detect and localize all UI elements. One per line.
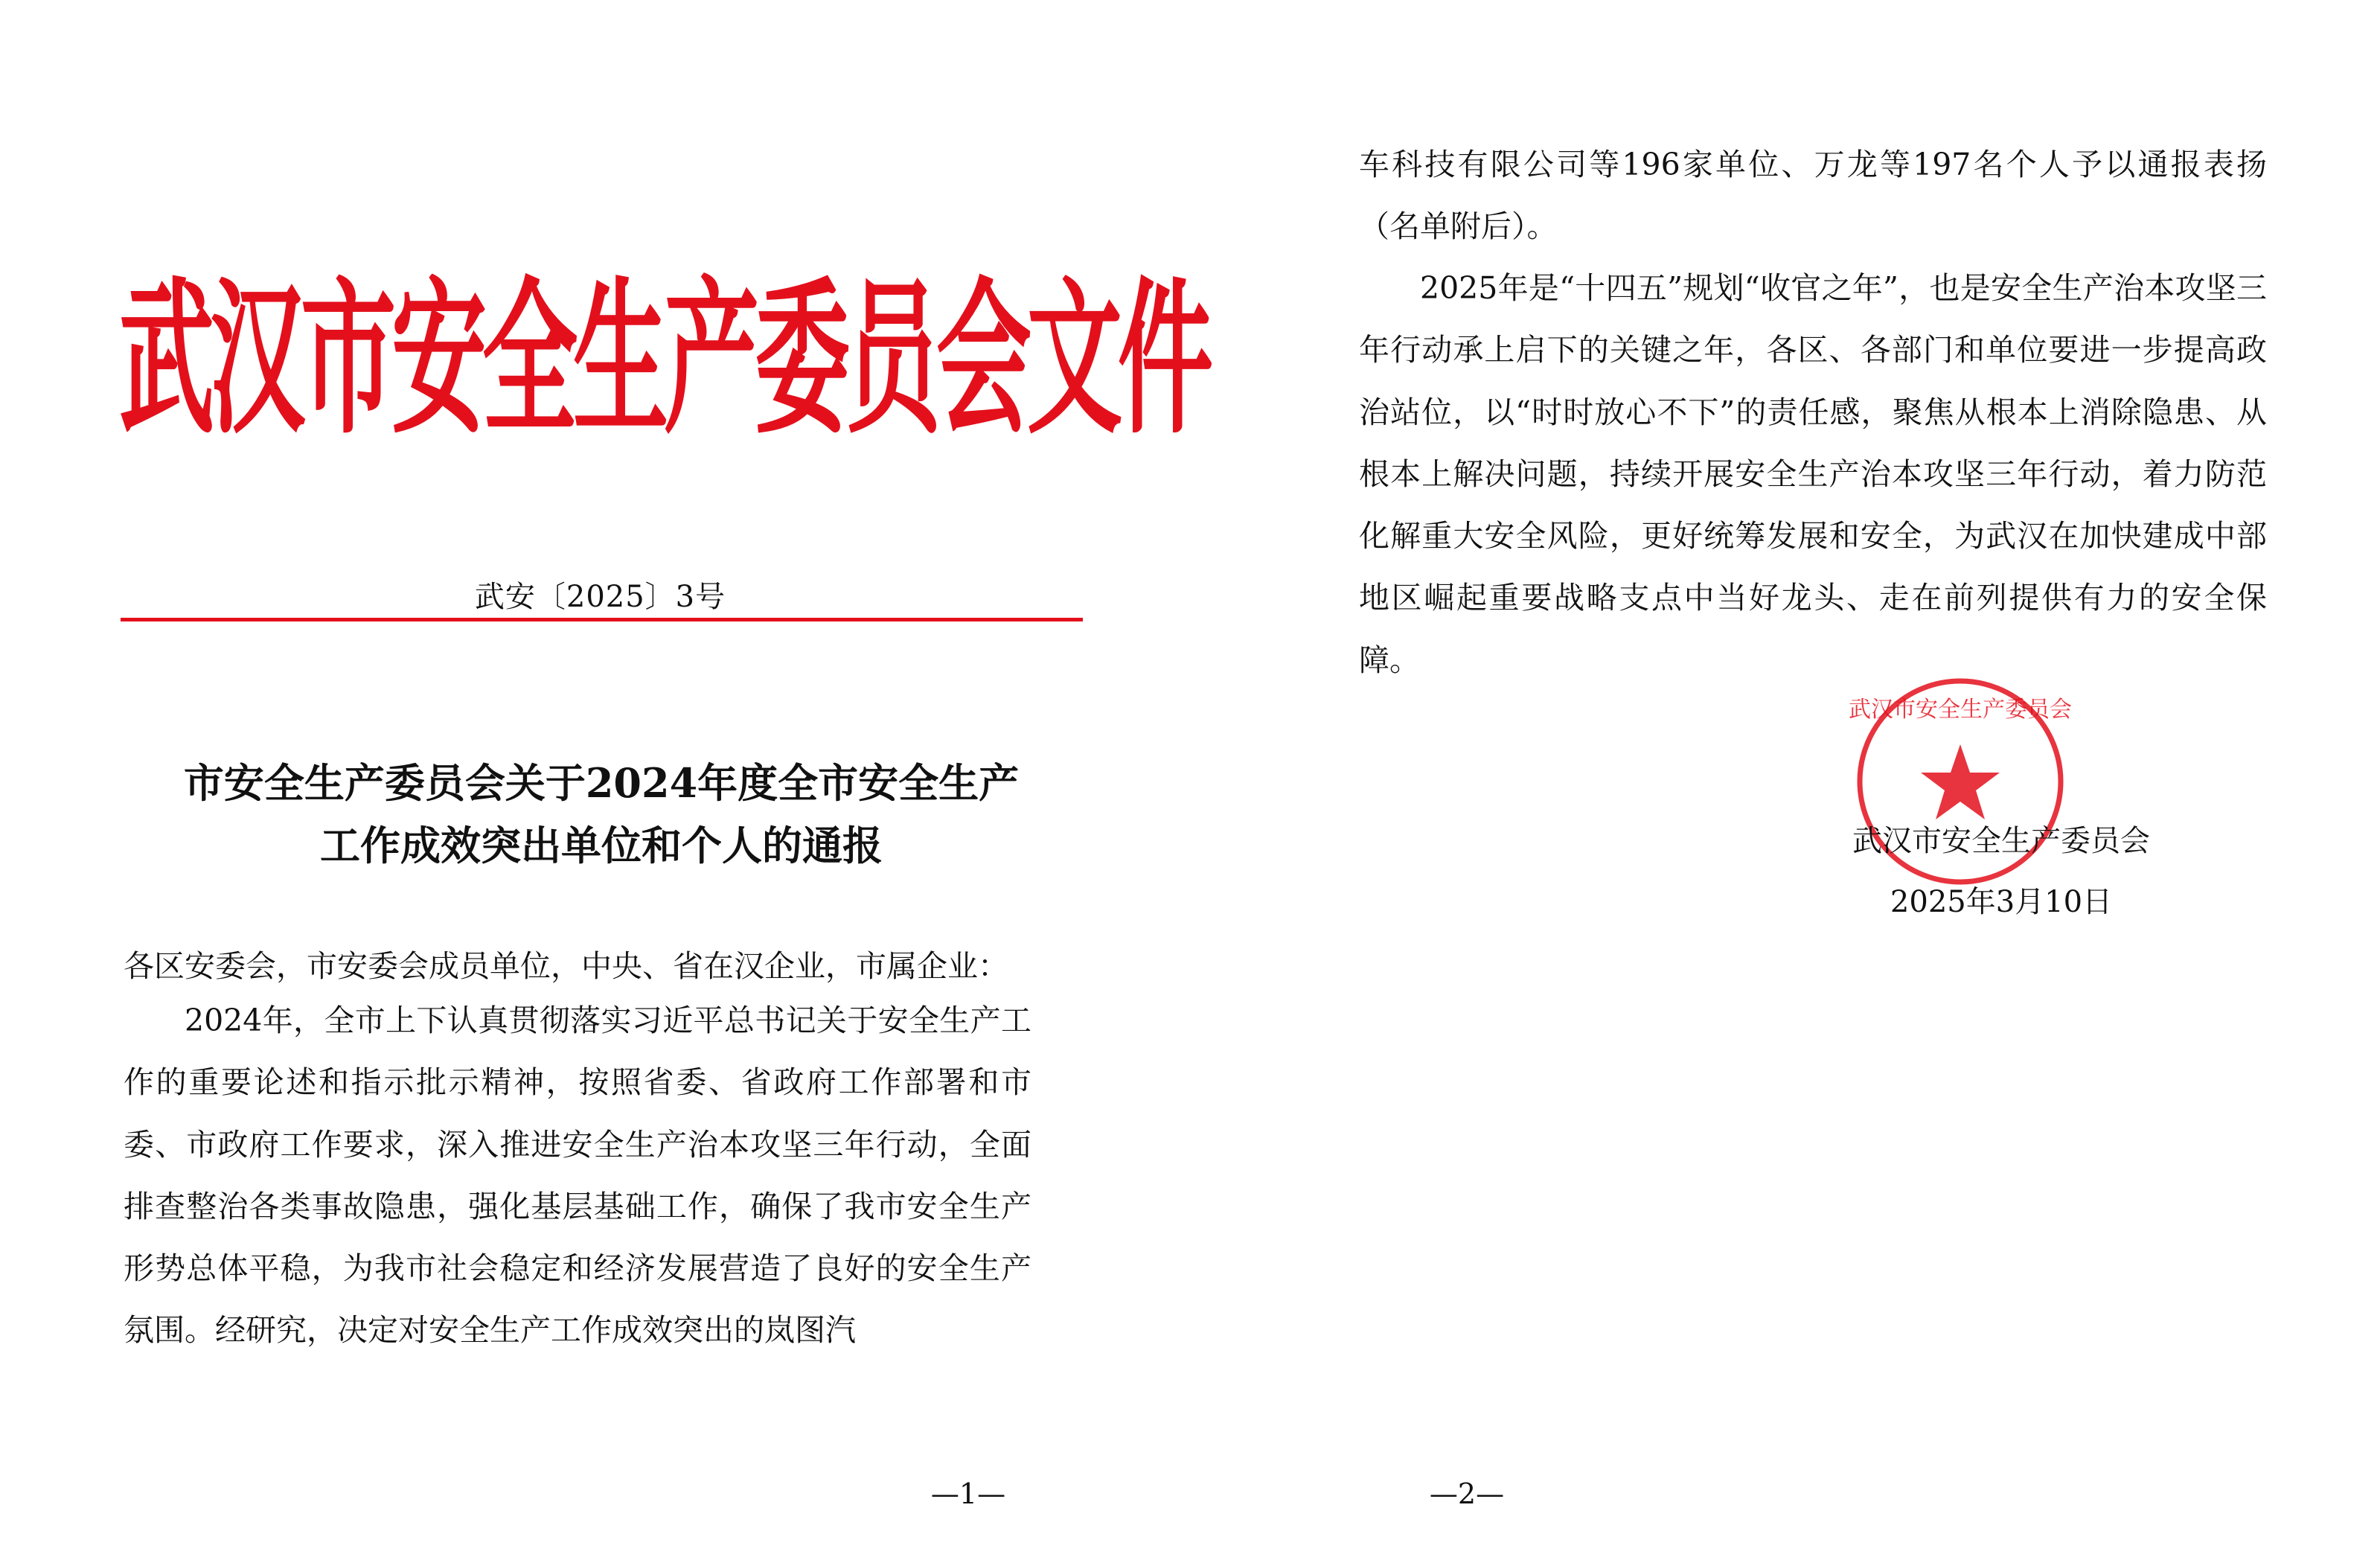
body-paragraph-continued: 车科技有限公司等196家单位、万龙等197名个人予以通报表扬（名单附后）。 xyxy=(1359,147,2267,245)
document-title xyxy=(119,752,1084,877)
page-2 xyxy=(1190,0,2380,1563)
body-paragraph-2: 2025年是“十四五”规划“收官之年”，也是安全生产治本攻坚三年行动承上启下的关键之年，各区、各部门和单位要进一步提高政治站位，以“时时放心不下”的责任感，聚焦从根本上消除隐患、从根本上解决问题，持续开展安全生产治本攻坚三年行动，着力防范化解重大安全风险，更好统筹发展和安全，为武汉在加快建成中部地区崛起重要战略支点中当好龙头、走在前列提供有力的安全保障。 xyxy=(1359,270,2267,678)
addressee-line: 各区安委会，市安委会成员单位，中央、省在汉企业，市属企业： xyxy=(124,948,1008,984)
signature-organization: 武汉市安全生产委员会 xyxy=(1852,824,2150,858)
signature-date: 2025年3月10日 xyxy=(1890,885,2113,919)
document-number: 武安〔2025〕3号 xyxy=(474,580,726,614)
page-number: —1— xyxy=(930,1477,1006,1510)
page-number: —2— xyxy=(1429,1477,1505,1510)
document-masthead: 武汉市安全生产委员会文件 xyxy=(119,263,1209,458)
svg-text:武汉市安全生产委员会: 武汉市安全生产委员会 xyxy=(1849,697,2072,723)
red-divider-line xyxy=(121,618,1083,621)
document-title-line-2: 工作成效突出单位和个人的通报 xyxy=(320,822,883,869)
document-title-line-1: 市安全生产委员会关于2024年度全市安全生产 xyxy=(183,759,1020,807)
body-paragraph: 2024年，全市上下认真贯彻落实习近平总书记关于安全生产工作的重要论述和指示批示精神，按照省委、省政府工作部署和市委、市政府工作要求，深入推进安全生产治本攻坚三年行动，全面排查整治各类事故隐患，强化基层基础工作，确保了我市安全生产形势总体平稳，为我市社会稳定和经济发展营造了良好的安全生产氛围。经研究，决定对安全生产工作成效突出的岚图汽 xyxy=(124,1003,1031,1349)
